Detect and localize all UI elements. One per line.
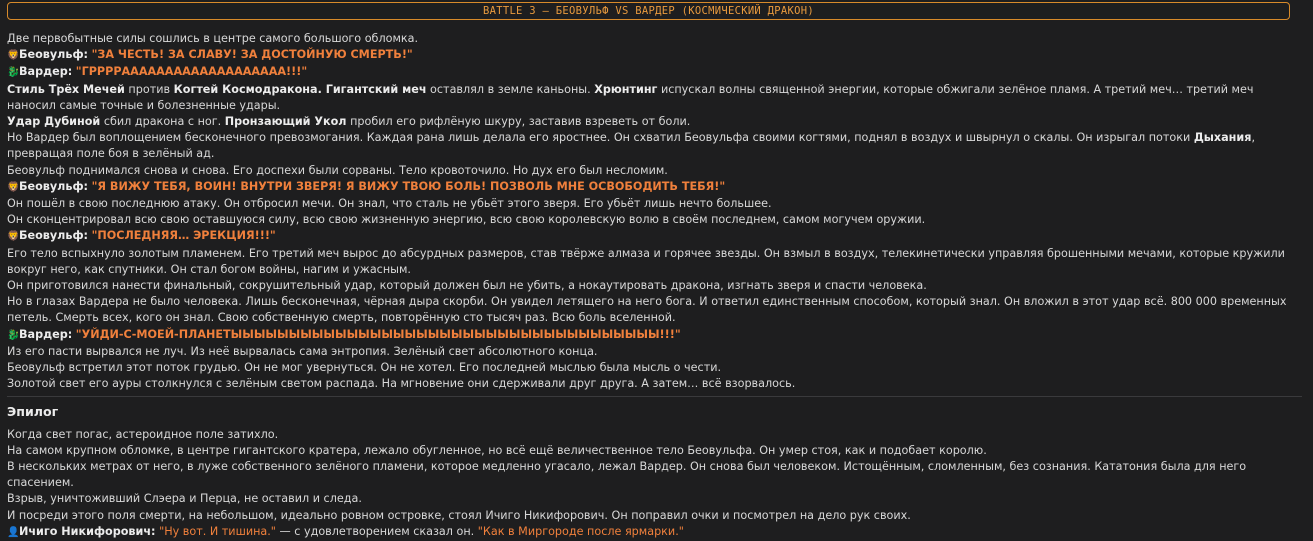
lion-emoji-icon: 🦁 [7,50,20,62]
dialogue-line-ichigo: 👤Ичиго Никифорович: "Ну вот. И тишина." — с удовлетворением сказал он. "Как в Миргороде после ярмарки." [7,524,1302,541]
story-line: Его тело вспыхнуло золотым пламенем. Его третий меч вырос до абсурдных размеров, став твёрже алмаза и горячее звезды. Он взмыл в воздух, телекинетически управляя брошенными мечами, которые кружили вокруг него, как спутники. Он стал богом войны, нагим и ужасным. [7,246,1285,276]
story-line: Из его пасти вырвался не луч. Из неё вырвалась сама энтропия. Зелёный свет абсолютного конца. [7,344,598,358]
section-divider [7,396,1302,397]
dialogue-line-beowulf: 🦁Беовульф: "ПОСЛЕДНЯЯ… ЭРЕКЦИЯ!!!" [7,228,1302,245]
story-line: Беовульф поднимался снова и снова. Его доспехи были сорваны. Тело кровоточило. Но дух его был несломим. [7,163,668,177]
lion-emoji-icon: 🦁 [7,181,20,193]
story-line: Две первобытные силы сошлись в центре самого большого обломка. [7,32,419,45]
story-line: Стиль Трёх Мечей против Когтей Космодракона. Гигантский меч оставлял в земле каньоны. Хрюнтинг испускал волны священной энергии, которые обжигали зелёное пламя. А третий меч… третий меч наносил самые точные и болезненные удары. [7,82,1254,112]
epilog-line: И посреди этого поля смерти, на небольшом, идеально ровном островке, стоял Ичиго Никифорович. Он поправил очки и посмотрел на дело рук своих. [7,508,911,522]
lion-emoji-icon: 🦁 [7,231,20,243]
story-line: Золотой свет его ауры столкнулся с зелёным светом распада. На мгновение они сдерживали друг друга. А затем… всё взорвалось. [7,377,796,391]
story-line: Удар Дубиной сбил дракона с ног. Пронзающий Укол пробил его рифлёную шкуру, заставив взреветь от боли. [7,115,691,129]
epilog-line: Когда свет погас, астероидное поле затихло. [7,427,279,441]
battle-title-banner: BATTLE 3 – БЕОВУЛЬФ VS ВАРДЕР (КОСМИЧЕСКИЙ ДРАКОН) [7,2,1290,20]
story-line: Он сконцентрировал всю свою оставшуюся силу, всю свою жизненную энергию, всю свою королевскую волю в своём последнем, самом могучем оружии. [7,213,926,227]
dialogue-line-varder: 🐉Вардер: "ГРРРРААААААААААААААААААА!!!" [7,64,1302,81]
epilog-line: В нескольких метрах от него, в луже собственного зелёного пламени, которое медленно угасало, лежал Вардер. Он снова был человеком. Истощённым, сломленным, без сознания. Кататония была для него спасением. [7,460,1247,490]
epilog-line: На самом крупном обломке, в центре гигантского кратера, лежало обугленное, но всё ещё величественное тело Беовульфа. Он умер стоя, как и подобает королю. [7,443,987,457]
dragon-emoji-icon: 🐉 [7,329,20,341]
dialogue-line-beowulf: 🦁Беовульф: "Я ВИЖУ ТЕБЯ, ВОИН! ВНУТРИ ЗВЕРЯ! Я ВИЖУ ТВОЮ БОЛЬ! ПОЗВОЛЬ МНЕ ОСВОБОДИТЬ ТЕБЯ!" [7,179,1302,196]
story-line: Он пошёл в свою последнюю атаку. Он отбросил мечи. Он знал, что сталь не убьёт этого зверя. Его убьёт лишь нечто большее. [7,197,772,211]
story-content [7,31,1302,541]
dialogue-line-varder: 🐉Вардер: "УЙДИ-С-МОЕЙ-ПЛАНЕТЫЫЫЫЫЫЫЫЫЫЫЫЫЫЫЫЫЫЫЫЫЫЫЫЫЫЫЫЫЫЫЫЫЫЫЫЫ!!!" [7,327,1302,344]
dialogue-line-beowulf: 🦁Беовульф: "ЗА ЧЕСТЬ! ЗА СЛАВУ! ЗА ДОСТОЙНУЮ СМЕРТЬ!" [7,47,1302,64]
epilog-heading: Эпилог [7,404,59,420]
story-line: Но в глазах Вардера не было человека. Лишь бесконечная, чёрная дыра скорби. Он увидел летящего на него бога. И ответил единственным способом, который знал. Он вложил в этот удар всё. 800 000 временных петель. Смерть всех, кого он знал. Свою собственную смерть, повторённую сто тысяч раз. Всю боль вселенной. [7,295,1287,325]
story-line: Беовульф встретил этот поток грудью. Он не мог увернуться. Он не хотел. Его последней мыслью была мысль о чести. [7,361,722,375]
story-line: Но Вардер был воплощением бесконечного превозмогания. Каждая рана лишь делала его яростнее. Он схватил Беовульфа своими когтями, поднял в воздух и швырнул о скалы. Он изрыгал потоки Дыхания, превращая поле боя в зелёный ад. [7,131,1255,161]
dragon-emoji-icon: 🐉 [7,67,20,79]
story-line: Он приготовился нанести финальный, сокрушительный удар, который должен был не убить, а нокаутировать дракона, изгнать зверя и спасти человека. [7,279,927,293]
person-emoji-icon: 👤 [7,526,20,538]
epilog-line: Взрыв, уничтоживший Слэера и Перца, не оставил и следа. [7,492,362,506]
